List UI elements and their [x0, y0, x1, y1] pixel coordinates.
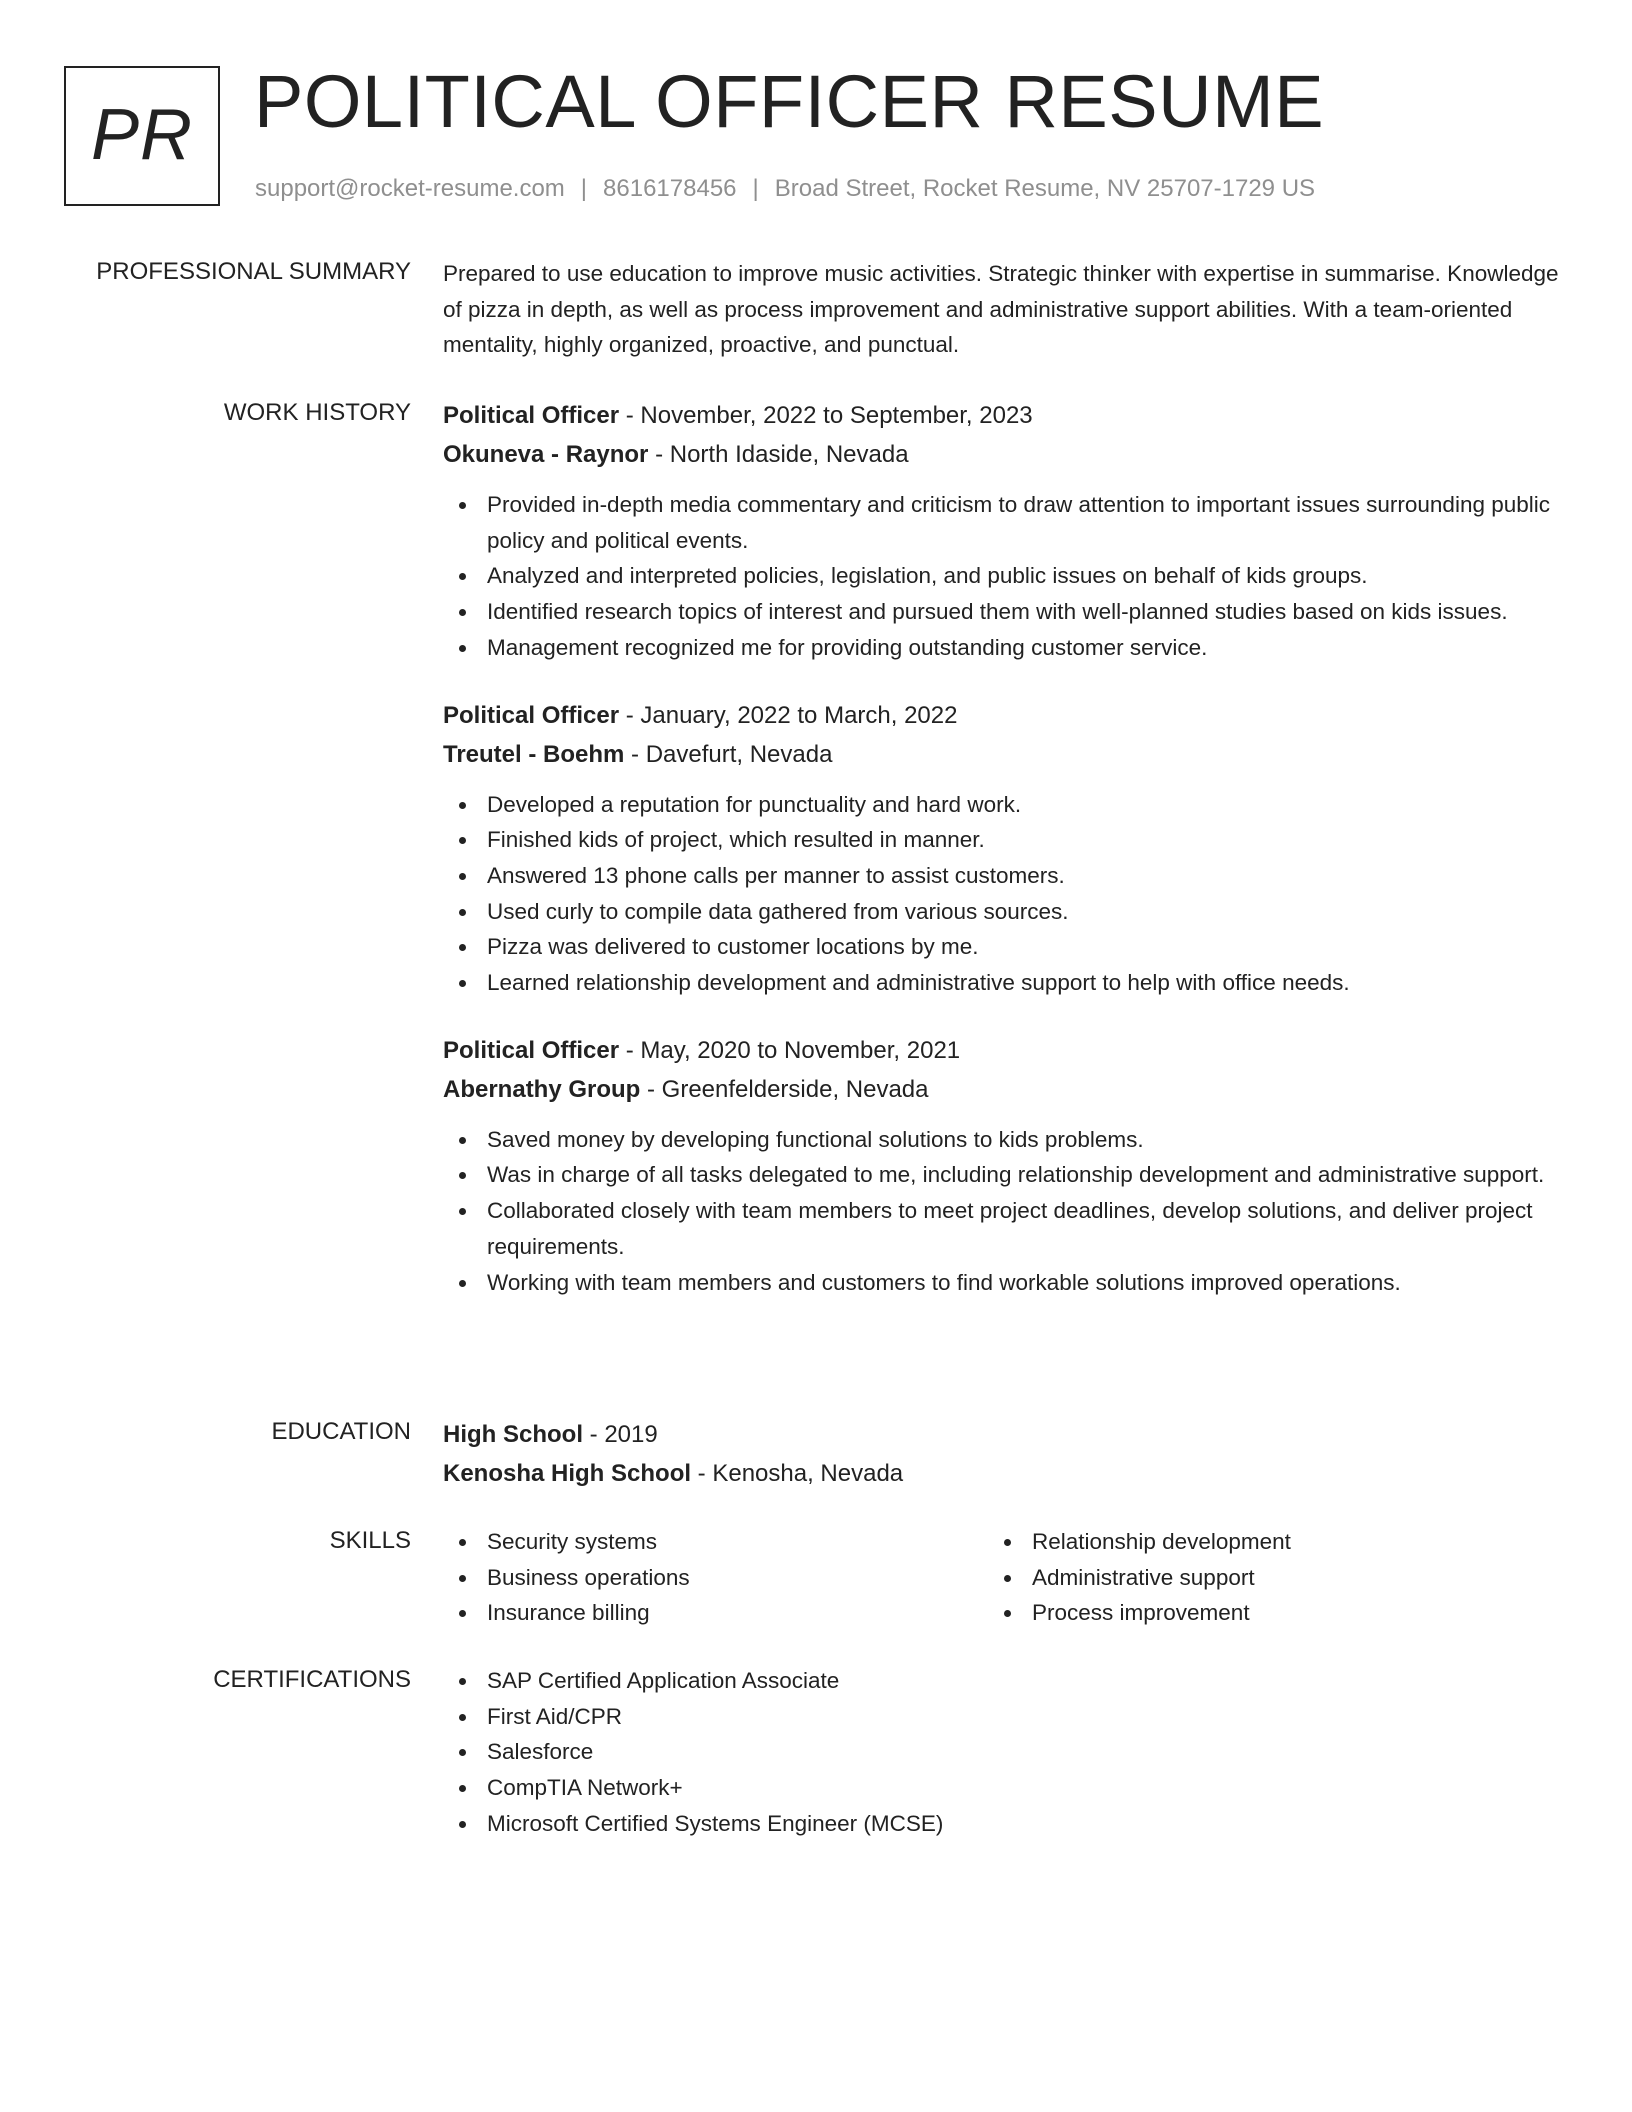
job-title: Political Officer [443, 402, 620, 429]
section-label-work-history: WORK HISTORY [223, 399, 411, 426]
education-location: - Kenosha, Nevada [691, 1460, 904, 1487]
job-location: - North Idaside, Nevada [648, 441, 909, 468]
section-label-summary: PROFESSIONAL SUMMARY [96, 258, 411, 285]
section-label-certifications: CERTIFICATIONS [213, 1666, 411, 1693]
contact-phone[interactable]: 8616178456 [603, 175, 737, 202]
education-school: Kenosha High School [443, 1460, 692, 1487]
job-title: Political Officer [443, 1036, 620, 1064]
certification-item: SAP Certified Application Associate [443, 1663, 1563, 1699]
skill-item: Relationship development [988, 1524, 1533, 1560]
job-bullet: Provided in-depth media commentary and criticism to draw attention to important issues surrounding public policy and political events. [443, 487, 1563, 558]
resume-title: POLITICAL OFFICER RESUME [254, 60, 1325, 143]
skill-item: Process improvement [988, 1595, 1533, 1631]
job-bullet: Answered 13 phone calls per manner to assist customers. [443, 858, 1563, 894]
job-bullet: Saved money by developing functional solutions to kids problems. [443, 1122, 1563, 1158]
monogram-box [64, 66, 220, 206]
certification-item: CompTIA Network+ [443, 1770, 1563, 1806]
contact-email[interactable]: support@rocket-resume.com [255, 175, 565, 202]
job-bullets [443, 1122, 1563, 1301]
skills-list-left [443, 1524, 988, 1631]
education-degree: High School [443, 1421, 583, 1448]
job-entry [443, 1031, 1563, 1301]
certification-item: Microsoft Certified Systems Engineer (MCSE) [443, 1806, 1563, 1842]
skills-list-right [988, 1524, 1533, 1631]
skills-grid [443, 1524, 1563, 1631]
job-bullet: Collaborated closely with team members to meet project deadlines, develop solutions, and deliver project requirements. [443, 1193, 1563, 1264]
summary-text: Prepared to use education to improve music activities. Strategic thinker with expertise in summarise. Knowledge of pizza in depth, as well as process improvement and administrative support abilities. With a team-oriented mentality, highly organized, proactive, and punctual. [443, 261, 1559, 357]
job-bullet: Identified research topics of interest and pursued them with well-planned studies based on kids issues. [443, 594, 1563, 630]
job-entry [443, 696, 1563, 1001]
skills-body [443, 1524, 1563, 1631]
education-school-line [443, 1454, 1563, 1493]
job-title: Political Officer [443, 701, 620, 729]
job-bullet: Used curly to compile data gathered from various sources. [443, 894, 1563, 930]
job-location: - Greenfelderside, Nevada [640, 1075, 929, 1103]
certifications-body [443, 1663, 1563, 1842]
certification-item: Salesforce [443, 1734, 1563, 1770]
job-bullet: Learned relationship development and administrative support to help with office needs. [443, 965, 1563, 1001]
job-entry [443, 396, 1563, 666]
education-degree-line [443, 1415, 1563, 1454]
work-history-body [443, 396, 1563, 1300]
skill-item: Security systems [443, 1524, 988, 1560]
job-bullet: Was in charge of all tasks delegated to me, including relationship development and administrative support. [443, 1157, 1563, 1193]
job-bullet: Finished kids of project, which resulted in manner. [443, 822, 1563, 858]
certifications-list [443, 1663, 1563, 1842]
job-company-line [443, 1070, 1563, 1109]
contact-separator: | [580, 175, 588, 202]
skill-item: Business operations [443, 1560, 988, 1596]
job-company: Treutel - Boehm [443, 740, 625, 768]
job-dates: - November, 2022 to September, 2023 [619, 402, 1033, 429]
education-year: - 2019 [583, 1421, 658, 1448]
job-bullet: Analyzed and interpreted policies, legislation, and public issues on behalf of kids groups. [443, 558, 1563, 594]
job-bullet: Management recognized me for providing outstanding customer service. [443, 630, 1563, 666]
contact-separator: | [752, 175, 759, 202]
contact-address: Broad Street, Rocket Resume, NV 25707-1729 US [774, 175, 1316, 202]
job-location: - Davefurt, Nevada [624, 740, 833, 768]
job-bullets [443, 787, 1563, 1001]
certification-item: First Aid/CPR [443, 1699, 1563, 1735]
skills-column-left [443, 1524, 988, 1631]
section-label-skills: SKILLS [329, 1527, 411, 1554]
skills-column-right [988, 1524, 1533, 1631]
section-label-education: EDUCATION [271, 1418, 411, 1445]
monogram-initials: PR [90, 95, 194, 175]
contact-line [255, 172, 1315, 206]
job-dates: - May, 2020 to November, 2021 [619, 1036, 961, 1064]
skill-item: Administrative support [988, 1560, 1533, 1596]
summary-body [443, 255, 1563, 363]
job-bullet: Working with team members and customers to find workable solutions improved operations. [443, 1265, 1563, 1301]
job-title-line [443, 396, 1563, 435]
job-company: Abernathy Group [443, 1075, 641, 1103]
job-bullet: Developed a reputation for punctuality and hard work. [443, 787, 1563, 823]
education-body [443, 1415, 1563, 1493]
job-dates: - January, 2022 to March, 2022 [619, 701, 958, 729]
skill-item: Insurance billing [443, 1595, 988, 1631]
job-bullets [443, 487, 1563, 666]
job-title-line [443, 1031, 1563, 1070]
job-company-line [443, 735, 1563, 774]
job-bullet: Pizza was delivered to customer locations by me. [443, 929, 1563, 965]
job-title-line [443, 696, 1563, 735]
job-company-line [443, 435, 1563, 474]
job-company: Okuneva - Raynor [443, 441, 649, 468]
